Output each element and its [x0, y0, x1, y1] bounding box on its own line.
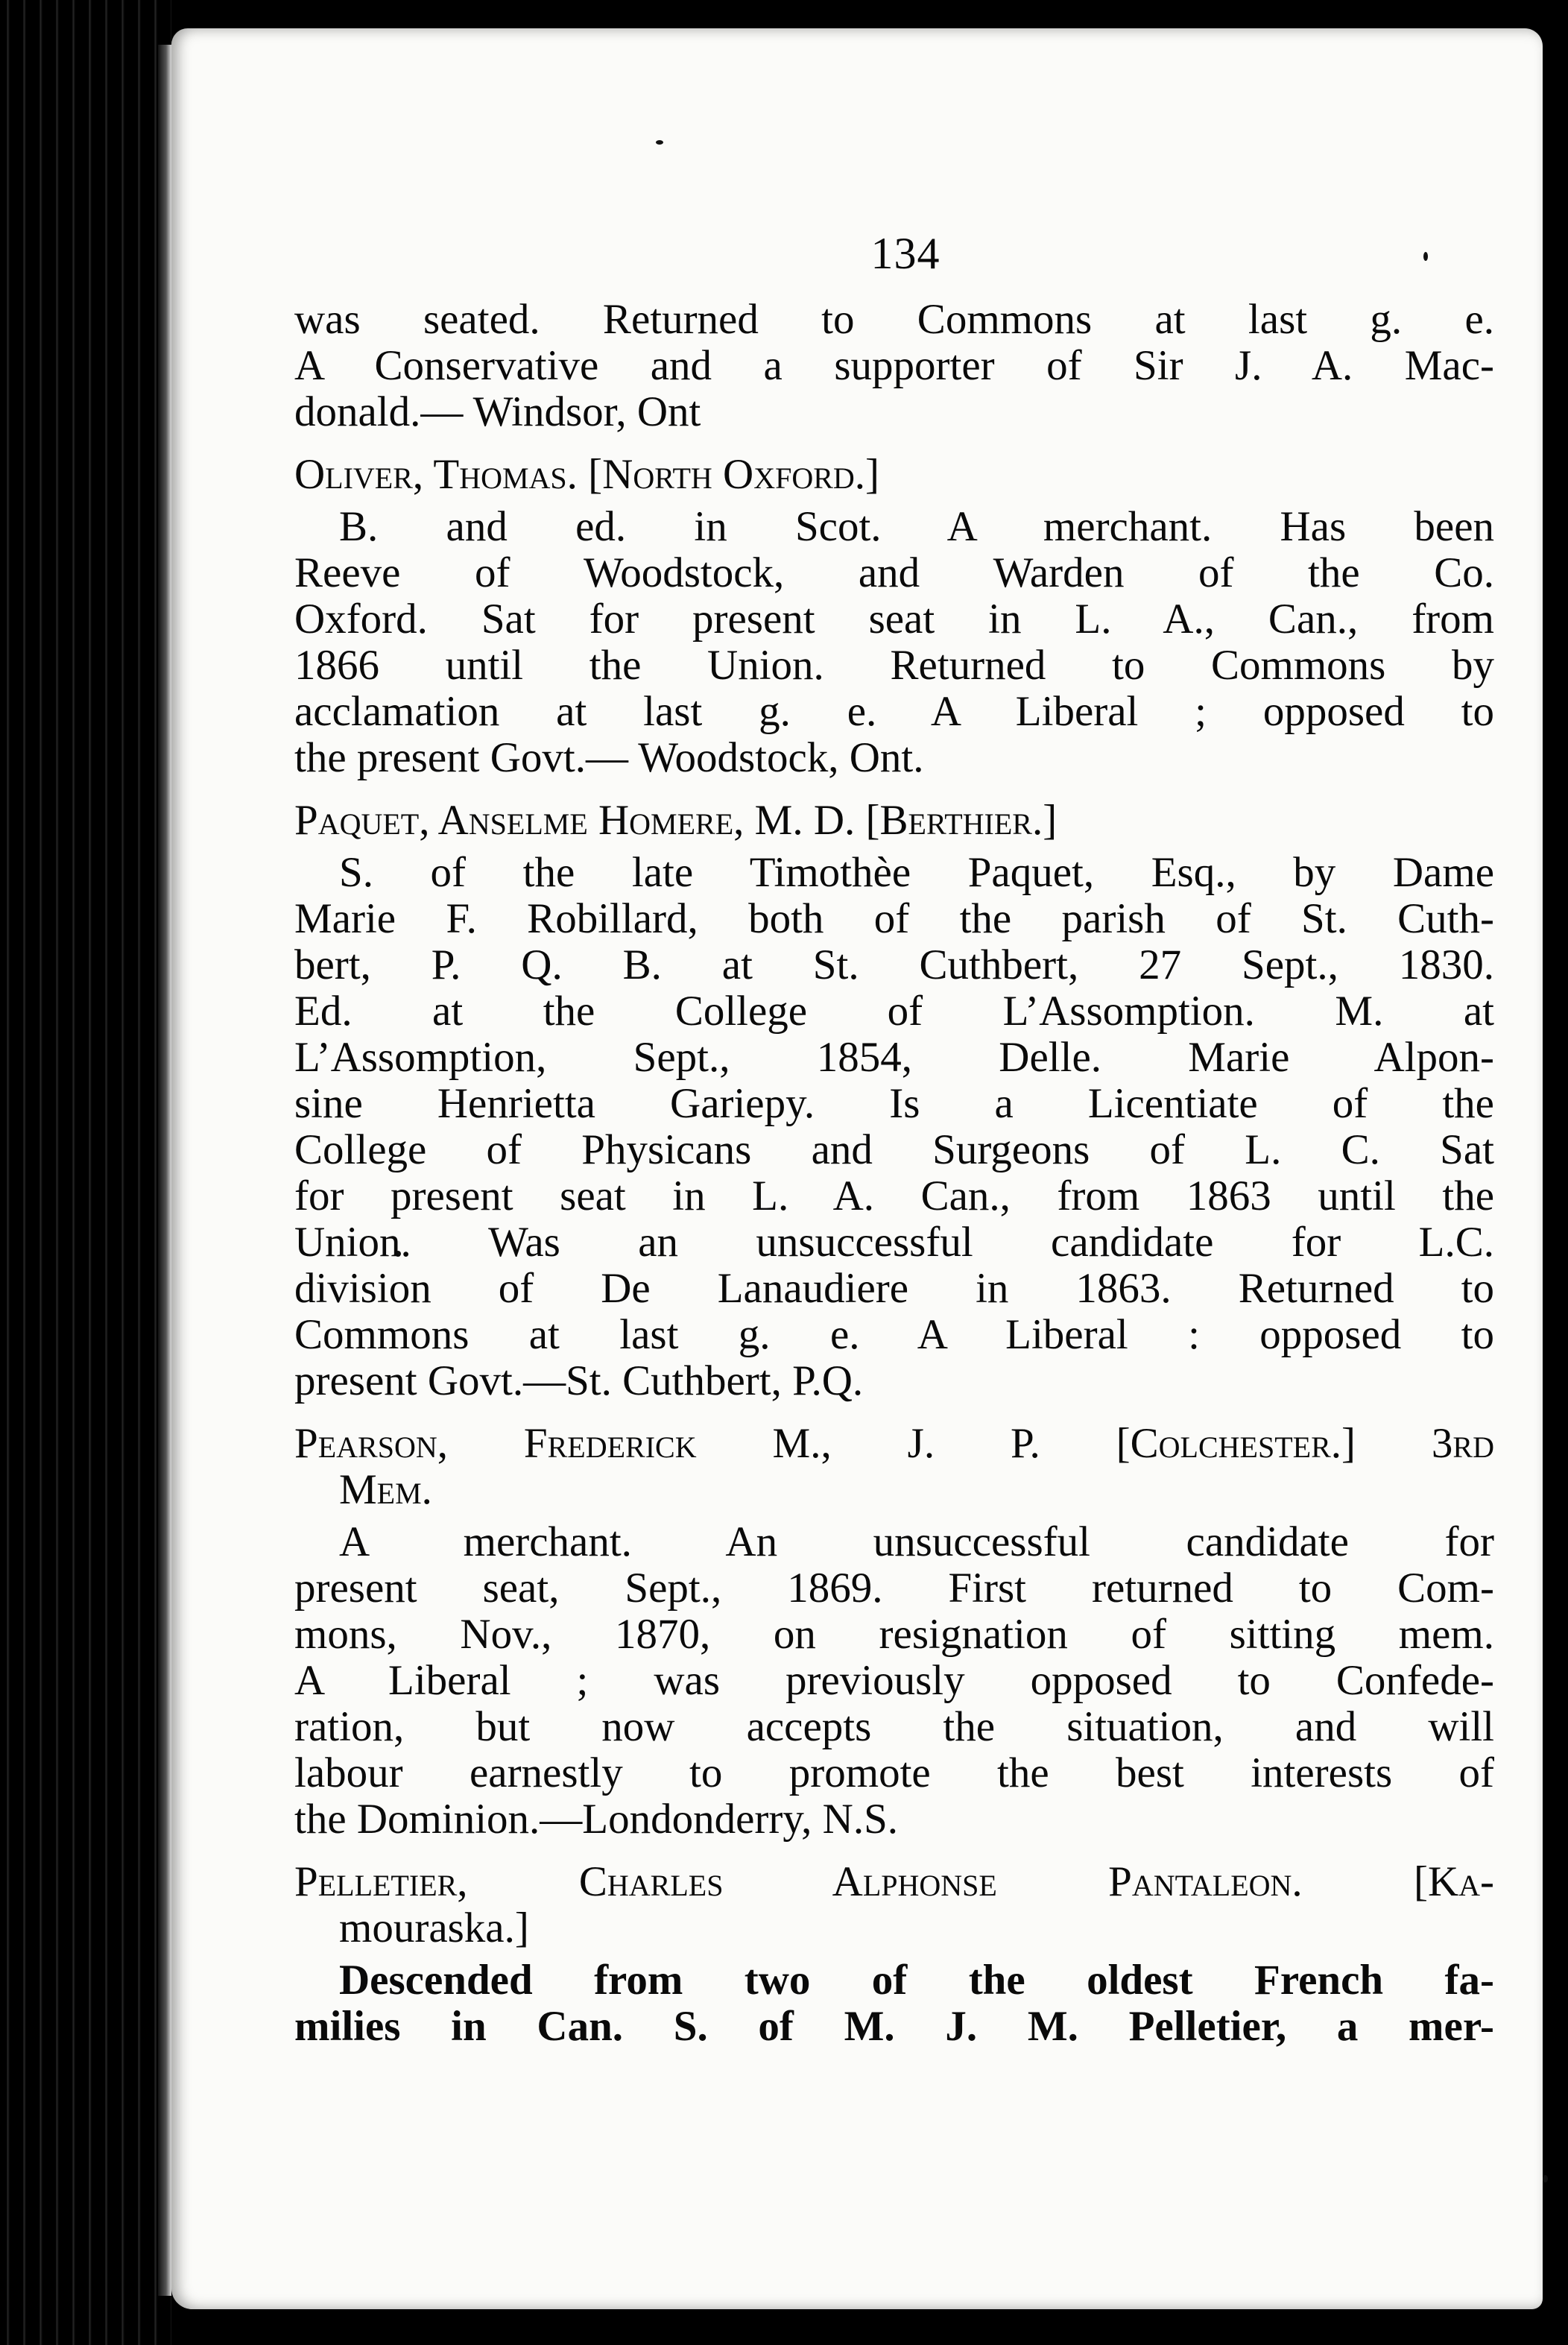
scan-speck — [656, 140, 663, 145]
text-line: acclamation at last g. e. A Liberal ; opposed to — [294, 689, 1494, 735]
entry-heading: Pelletier, Charles Alphonse Pantaleon. [Ka- — [294, 1859, 1494, 1905]
paragraph-paquet — [294, 850, 1494, 1404]
text-line: donald.— Windsor, Ont — [294, 389, 701, 435]
page-number: 134 — [870, 229, 941, 278]
text-line: Union. Was an unsuccessful candidate for L.C. — [294, 1219, 1494, 1266]
text-line: mons, Nov., 1870, on resignation of sitting mem. — [294, 1612, 1494, 1658]
text-line: the Dominion.—Londonderry, N.S. — [294, 1796, 899, 1843]
text-line: sine Henrietta Gariepy. Is a Licentiate of the — [294, 1081, 1494, 1127]
text-line: present Govt.—St. Cuthbert, P.Q. — [294, 1358, 864, 1404]
text-line: present seat, Sept., 1869. First returned to Com- — [294, 1565, 1494, 1612]
text-line: Reeve of Woodstock, and Warden of the Co. — [294, 550, 1494, 596]
paragraph-oliver — [294, 504, 1494, 781]
text-line: for present seat in L. A. Can., from 1863 until the — [294, 1173, 1494, 1219]
text-line: was seated. Returned to Commons at last g. e. — [294, 297, 1494, 343]
entry-heading-paquet — [294, 798, 1494, 844]
text-line: College of Physicans and Surgeons of L. C. Sat — [294, 1127, 1494, 1173]
text-line: bert, P. Q. B. at St. Cuthbert, 27 Sept., 1830. — [294, 942, 1494, 988]
text-line: the present Govt.— Woodstock, Ont. — [294, 735, 924, 781]
text-line: A Liberal ; was previously opposed to Confede- — [294, 1658, 1494, 1704]
page-text — [294, 297, 1494, 2050]
text-line: 1866 until the Union. Returned to Commons by — [294, 643, 1494, 689]
text-line: L’Assomption, Sept., 1854, Delle. Marie Alpon- — [294, 1035, 1494, 1081]
text-line: Ed. at the College of L’Assomption. M. at — [294, 988, 1494, 1035]
entry-heading-pearson — [294, 1421, 1494, 1513]
text-line: Oxford. Sat for present seat in L. A., Can., from — [294, 596, 1494, 643]
scan-speck — [1543, 2175, 1548, 2183]
entry-heading-oliver — [294, 452, 1494, 498]
entry-heading: mouraska.] — [339, 1905, 529, 1951]
entry-heading: Pearson, Frederick M., J. P. [Colchester.] 3rd — [294, 1421, 1494, 1467]
text-line: Descended from two of the oldest French fa- — [339, 1957, 1494, 2004]
paragraph-pelletier — [294, 1957, 1494, 2050]
text-line: labour earnestly to promote the best interests of — [294, 1750, 1494, 1796]
paragraph-pearson — [294, 1519, 1494, 1843]
text-line: A merchant. An unsuccessful candidate for — [339, 1519, 1494, 1565]
scan-speck — [1423, 252, 1428, 261]
entry-heading: Paquet, Anselme Homere, M. D. [Berthier.] — [294, 798, 1058, 844]
text-line: A Conservative and a supporter of Sir J. A. Mac- — [294, 343, 1494, 389]
entry-heading-pelletier — [294, 1859, 1494, 1951]
text-line: B. and ed. in Scot. A merchant. Has been — [339, 504, 1494, 550]
entry-heading: Oliver, Thomas. [North Oxford.] — [294, 452, 880, 498]
paragraph-continuation — [294, 297, 1494, 435]
entry-heading: Mem. — [339, 1467, 432, 1513]
text-line: milies in Can. S. of M. J. M. Pelletier, a mer- — [294, 2004, 1494, 2050]
text-line: S. of the late Timothèe Paquet, Esq., by Dame — [339, 850, 1494, 896]
scan-binding-edge — [0, 0, 171, 2345]
text-line: division of De Lanaudiere in 1863. Returned to — [294, 1266, 1494, 1312]
text-line: Marie F. Robillard, both of the parish of St. Cuth- — [294, 896, 1494, 942]
text-line: Commons at last g. e. A Liberal : opposed to — [294, 1312, 1494, 1358]
text-line: ration, but now accepts the situation, and will — [294, 1704, 1494, 1750]
